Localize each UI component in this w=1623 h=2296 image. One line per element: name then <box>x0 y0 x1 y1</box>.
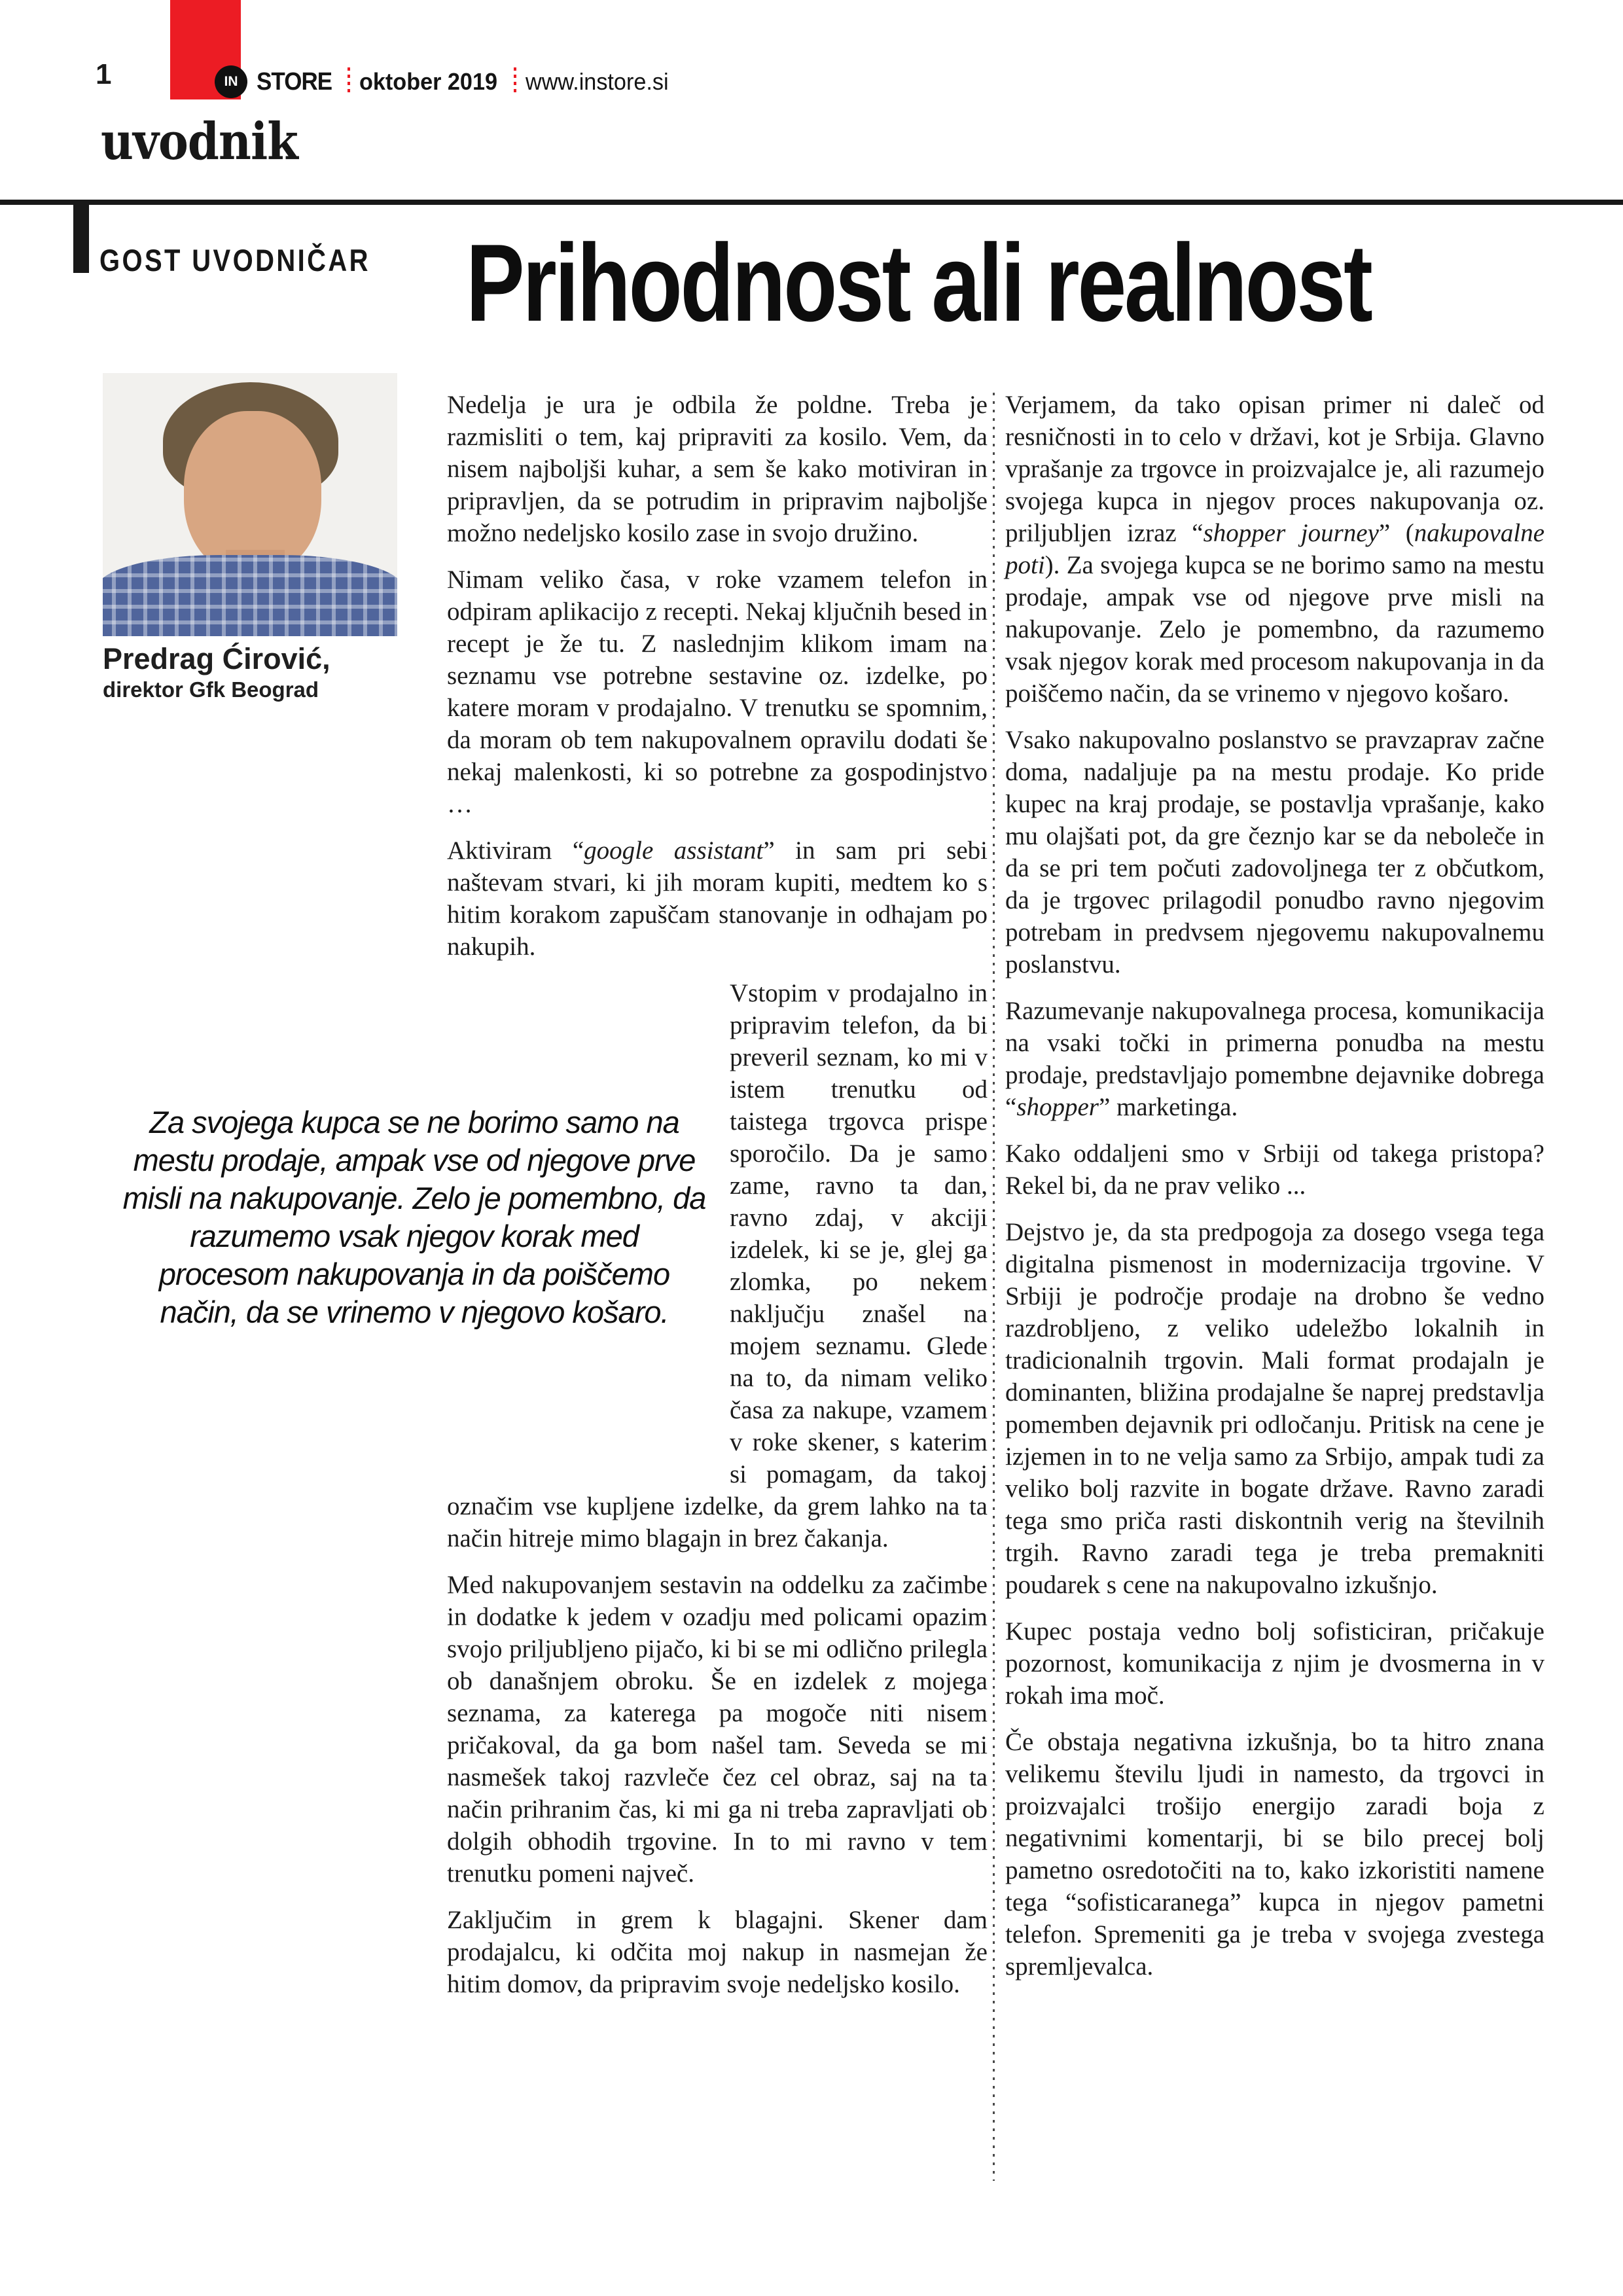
text-run: ). Za svojega kupca se ne borimo samo na mestu prodaje, ampak vse od njegove prve misli na nakupovanje. Zelo je pomembno, da razumemo vsak njegov korak med procesom nakupovanja in da poiščemo način, da se vrinemo v njegovo košaro. <box>1005 551 1544 708</box>
section-title: uvodnik <box>101 112 298 171</box>
text-run: Zaključim in grem k blagajni. Skener dam prodajalcu, ki odčita moj nakup in nasmejan že hitim domov, da pripravim svoje nedeljsko kosilo. <box>447 1906 988 1998</box>
author-name: Predrag Ćirović, <box>103 642 330 675</box>
dotted-separator-icon <box>514 67 516 96</box>
issue-date: oktober 2019 <box>359 68 498 95</box>
italic-run: google assistant <box>584 836 764 865</box>
text-run: Razumevanje nakupovalnega procesa, komunikacija na vsaki točki in primerna ponudba na mestu prodaje, predstavljajo pomembne dejavnike dobrega “ <box>1005 997 1544 1121</box>
text-run: Med nakupovanjem sestavin na oddelku za začimbe in dodatke k jedem v ozadju med policami opazim svojo priljubljeno pijačo, ki bi se mi odlično prilegla ob današnjem obroku. Še en izdelek z mojega seznama, za katerega pa mogoče niti nisem pričakoval, da ga bom našel tam. Seveda se mi nasmešek takoj razvleče čez cel obraz, saj na ta način prihranim čas, ki mi ga ni treba zapravljati ob dolgih obhodih trgovine. In to mi ravno v tem trenutku pomeni največ. <box>447 1571 988 1888</box>
article-headline: Prihodnost ali realnost <box>466 221 1371 344</box>
column-divider <box>993 393 995 2181</box>
italic-run: shopper <box>1016 1093 1099 1121</box>
pull-quote-wrap-spacer <box>447 977 730 1482</box>
paragraph <box>1005 1138 1544 1202</box>
text-run: ” marketinga. <box>1098 1093 1238 1121</box>
text-run: ” in sam pri sebi naštevam stvari, ki jih moram kupiti, medtem ko s hitim korakom zapuščam stanovanje in odhajam po nakupih. <box>447 836 988 961</box>
masthead <box>215 64 676 99</box>
kicker-bar <box>73 200 89 273</box>
text-run: Vstopim v prodajalno in pripravim telefon, da bi preveril seznam, ko mi v istem trenutku od taistega trgovca prispe sporočilo. Da je samo zame, ravno ta dan, ravno zdaj, v akciji izdelek, ki se je, glej ga zlomka, po nekem naključju znašel na mojem seznamu. Glede na to, da nimam veliko časa za nakupe, vzamem v roke skener, s katerim si pomagam, da takoj označim vse kupljene izdelke, da grem lahko na ta način hitreje mimo blagajn in brez čakanja. <box>447 979 988 1552</box>
text-run: Verjamem, da tako opisan primer ni daleč od resničnosti in to celo v državi, kot je Srbija. Glavno vprašanje za trgovce in proizvajalce je, ali razumejo svojega kupca in njegov proces nakupovanja oz. priljubljen izraz “ <box>1005 391 1544 547</box>
text-run: Nimam veliko časa, v roke vzamem telefon in odpiram aplikacijo z recepti. Nekaj ključnih besed in recept je že tu. Z naslednjim klikom imam na seznamu vse potrebne sestavine oz. izdelke, po katere moram v prodajalno. V trenutku se spomnim, da moram ob tem nakupovalnem opravilu dodati še nekaj malenkosti, ki so potrebne za gospodinjstvo … <box>447 565 988 818</box>
text-run: Kako oddaljeni smo v Srbiji od takega pristopa? Rekel bi, da ne prav veliko ... <box>1005 1139 1544 1200</box>
italic-run: shopper journey <box>1203 519 1379 547</box>
logo-circle-text: IN <box>224 74 238 89</box>
paragraph <box>1005 1726 1544 1982</box>
italic-run: nakupovalne poti <box>1005 519 1544 579</box>
pull-quote: Za svojega kupca se ne borimo samo na mestu prodaje, ampak vse od njegove prve misli na nakupovanje. Zelo je pomembno, da razumemo vsak njegov korak med procesom nakupovanja in da poiščemo način, da se vrinemo v njegovo košaro. <box>122 1105 706 1329</box>
left-column <box>447 389 988 2015</box>
paragraph <box>1005 1615 1544 1712</box>
text-run: Nedelja je ura je odbila že poldne. Treba je razmisliti o tem, kaj pripraviti za kosilo. Vem, da nisem najboljši kuhar, a sem še kako motiviran in pripravljen, da se potrudim in pripravim najboljše možno nedeljsko kosilo zase in svojo družino. <box>447 391 988 547</box>
website-url: www.instore.si <box>526 68 669 95</box>
portrait-shirt <box>103 555 397 636</box>
instore-logo-icon <box>215 65 247 98</box>
text-run: Če obstaja negativna izkušnja, bo ta hitro znana velikemu številu ljudi in namesto, da trgovci in proizvajalci trošijo energijo zaradi boja z negativnimi komentarji, bi se bilo precej bolj pametno osredotočiti na to, kako izkoristiti namene tega “sofisticaranega” kupca in njegov pametni telefon. Spremeniti ga je treba v svojega zvestega spremljevalca. <box>1005 1728 1544 1981</box>
portrait-photo <box>103 373 397 636</box>
paragraph <box>447 389 988 549</box>
paragraph <box>447 1904 988 2000</box>
text-run: ” ( <box>1378 519 1414 547</box>
paragraph <box>447 834 988 963</box>
paragraph <box>1005 995 1544 1123</box>
text-run: Kupec postaja vedno bolj sofisticiran, pričakuje pozornost, komunikacija z njim je dvosmerna in v rokah ima moč. <box>1005 1617 1544 1710</box>
text-run: Vsako nakupovalno poslanstvo se pravzaprav začne doma, nadaljuje pa na mestu prodaje. Ko pride kupec na kraj prodaje, se postavlja vprašanje, kako mu olajšati pot, da gre čeznjo kar se da neboleče in da se pri tem počuti zadovoljnega ter z občutkom, da je trgovec prilagodil ponudbo ravno njegovim potrebam in predvsem njegovemu nakupovalnemu poslanstvu. <box>1005 726 1544 978</box>
kicker: GOST UVODNIČAR <box>99 243 370 278</box>
text-run: Aktiviram “ <box>447 836 584 865</box>
brand-name: STORE <box>257 67 332 96</box>
paragraph <box>447 1569 988 1890</box>
right-column <box>1005 389 1544 1997</box>
header-rule <box>0 200 1623 205</box>
left-column-bottom <box>447 977 988 2000</box>
paragraph <box>1005 389 1544 709</box>
left-column-top <box>447 389 988 963</box>
paragraph <box>1005 1216 1544 1601</box>
author-role: direktor Gfk Beograd <box>103 677 319 702</box>
dotted-separator-icon <box>348 67 350 96</box>
paragraph <box>1005 724 1544 980</box>
paragraph <box>447 564 988 820</box>
text-run: Dejstvo je, da sta predpogoja za dosego vsega tega digitalna pismenost in modernizacija trgovine. V Srbiji je področje prodaje na drobno še vedno razdrobljeno, z veliko udeležbo lokalnih in tradicionalnih trgovin. Mali format prodajaln je dominanten, bližina prodajalne še naprej predstavlja pomemben dejavnik pri odločanju. Pritisk na cene je izjemen in to ne velja samo za Srbijo, ampak tudi za veliko bolj razvite in bogate države. Ravno zaradi tega smo priča rasti diskontnih verig na številnih trgih. Ravno zaradi tega je treba premakniti poudarek s cene na nakupovalno izkušnjo. <box>1005 1218 1544 1599</box>
page-number: 1 <box>96 58 112 90</box>
